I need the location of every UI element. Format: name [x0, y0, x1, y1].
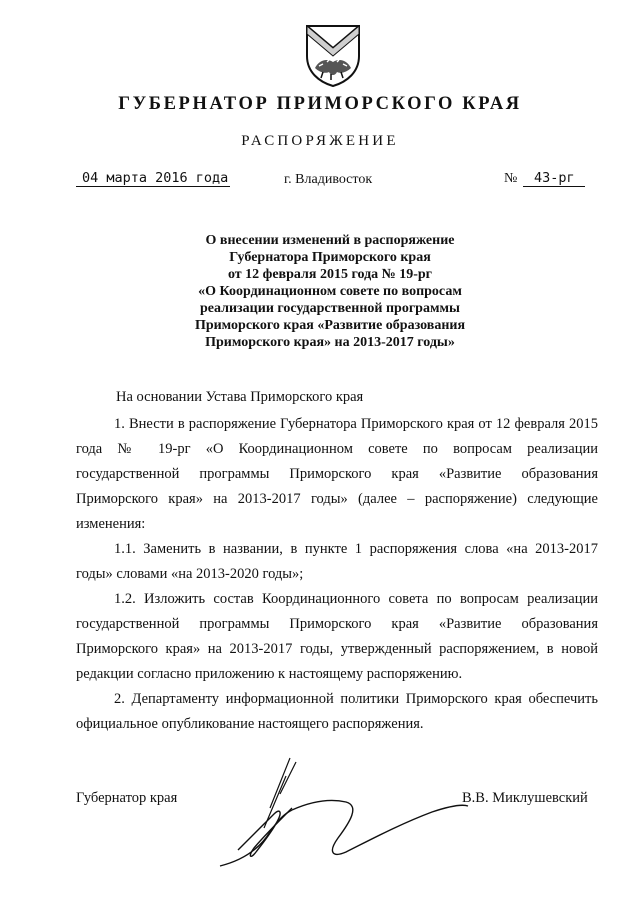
document-city: г. Владивосток: [284, 172, 373, 187]
body-paragraph: На основании Устава Приморского края: [116, 389, 364, 405]
document-date: 04 марта 2016 года: [76, 170, 230, 187]
subject-line: О внесении изменений в распоряжение: [205, 233, 455, 248]
body-paragraph: 1.1. Заменить в названии, в пункте 1 распоряжения слова «на 2013-2017 годы» словами «на 2013-2020 годы»;: [76, 541, 598, 582]
subject-line: Губернатора Приморского края: [229, 250, 431, 265]
subject-line: от 12 февраля 2015 года № 19-рг: [227, 267, 433, 282]
coat-of-arms-icon: [301, 22, 365, 88]
number-sign: №: [504, 171, 518, 186]
document-subject: [140, 232, 520, 351]
document-number: [504, 170, 585, 187]
subject-line: Приморского края» на 2013-2017 годы»: [205, 335, 455, 350]
number-value: 43-рг: [523, 170, 585, 187]
subject-line: Приморского края «Развитие образования: [194, 318, 466, 333]
body-paragraph: 1. Внести в распоряжение Губернатора Приморского края от 12 февраля 2015 года № 19-рг «О Координационном совете по вопросам реализации государственной программы Приморского края «Развитие образования Приморского края» на 2013-2017 годы» (далее – распоряжение) следующие изменения:: [76, 416, 598, 532]
subject-line: реализации государственной программы: [200, 301, 460, 316]
body-paragraph: 1.2. Изложить состав Координационного совета по вопросам реализации государственной программы Приморского края «Развитие образования Приморского края» на 2013-2017 годы, утвержденный распоряжением, в новой редакции согласно приложению к настоящему распоряжению.: [76, 591, 598, 682]
subject-line: «О Координационном совете по вопросам: [198, 284, 462, 299]
signatory-title: Губернатор края: [76, 790, 178, 806]
body-paragraph: 2. Департаменту информационной политики Приморского края обеспечить официальное опубликование настоящего распоряжения.: [76, 691, 598, 732]
document-body: [76, 385, 598, 737]
signatory-name: В.В. Миклушевский: [462, 790, 588, 806]
issuing-authority: ГУБЕРНАТОР ПРИМОРСКОГО КРАЯ: [118, 94, 522, 114]
handwritten-signature-icon: [200, 748, 500, 888]
document-type: РАСПОРЯЖЕНИЕ: [241, 133, 399, 149]
